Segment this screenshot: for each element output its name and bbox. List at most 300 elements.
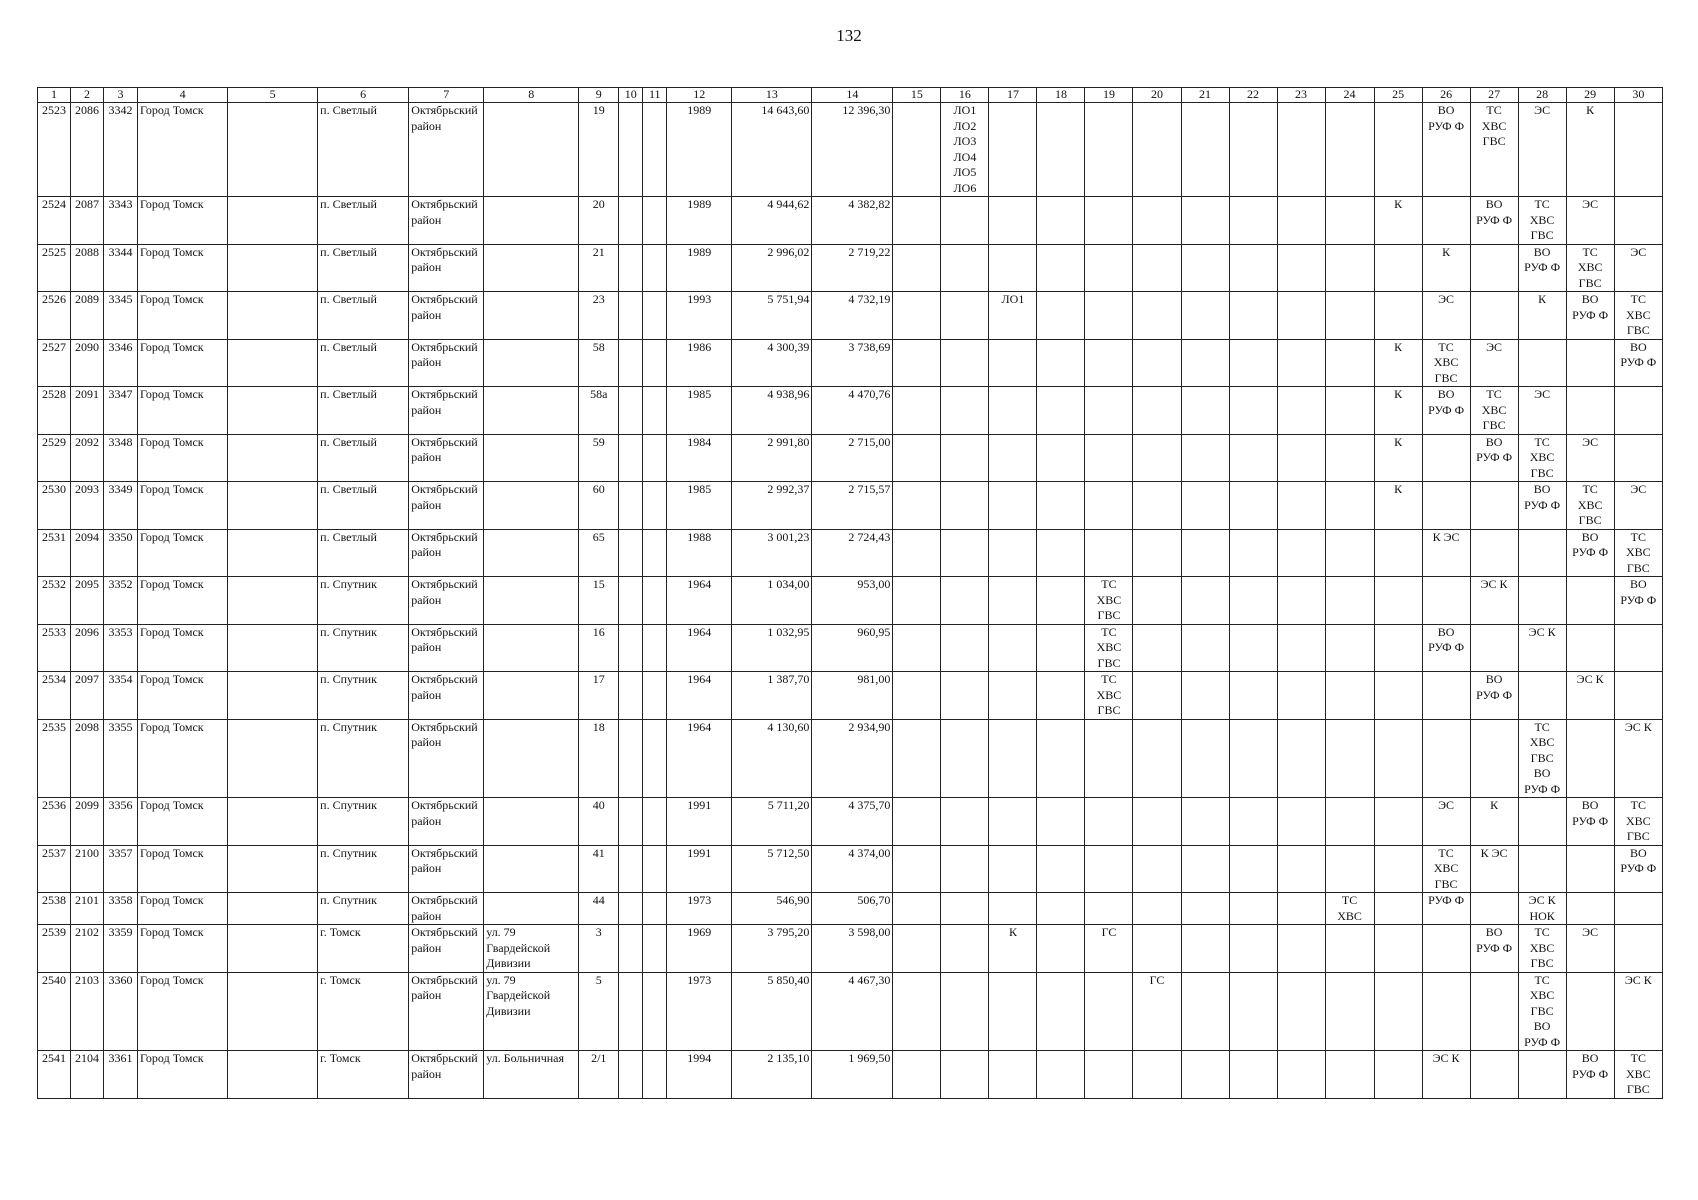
cell-col-11: [643, 339, 667, 387]
cell-col-26: ВО РУФ Ф: [1422, 103, 1470, 197]
cell-col-24: [1325, 719, 1374, 798]
cell-col-16: [941, 798, 989, 846]
cell-col-16: [941, 972, 989, 1051]
cell-col-7: Октябрьский район: [409, 845, 484, 893]
cell-col-26: К: [1422, 244, 1470, 292]
cell-col-25: [1374, 292, 1422, 340]
cell-col-15: [893, 972, 941, 1051]
table-row: [38, 925, 1663, 973]
table-row: [38, 197, 1663, 245]
cell-col-13: 4 300,39: [732, 339, 812, 387]
cell-col-1: 2541: [38, 1051, 71, 1099]
cell-col-16: [941, 197, 989, 245]
cell-col-21: [1181, 292, 1229, 340]
cell-col-18: [1037, 845, 1085, 893]
cell-col-7: Октябрьский район: [409, 577, 484, 625]
cell-col-22: [1229, 197, 1277, 245]
cell-col-12: 1986: [667, 339, 732, 387]
cell-col-19: [1085, 798, 1133, 846]
cell-col-1: 2526: [38, 292, 71, 340]
cell-col-29: ТС ХВС ГВС: [1566, 244, 1614, 292]
cell-col-7: Октябрьский район: [409, 103, 484, 197]
cell-col-12: 1994: [667, 1051, 732, 1099]
cell-col-6: г. Томск: [318, 1051, 409, 1099]
cell-col-14: 2 715,57: [812, 482, 893, 530]
cell-col-15: [893, 529, 941, 577]
cell-col-8: [484, 244, 579, 292]
table-row: [38, 244, 1663, 292]
cell-col-12: 1973: [667, 893, 732, 925]
cell-col-5: [228, 434, 318, 482]
cell-col-27: [1470, 624, 1518, 672]
cell-col-3: 3346: [104, 339, 138, 387]
cell-col-14: 4 467,30: [812, 972, 893, 1051]
cell-col-7: Октябрьский район: [409, 893, 484, 925]
cell-col-21: [1181, 244, 1229, 292]
cell-col-25: [1374, 1051, 1422, 1099]
cell-col-14: 12 396,30: [812, 103, 893, 197]
column-header-3: 3: [104, 88, 138, 103]
cell-col-22: [1229, 339, 1277, 387]
cell-col-1: 2534: [38, 672, 71, 720]
cell-col-16: [941, 482, 989, 530]
cell-col-8: [484, 719, 579, 798]
cell-col-18: [1037, 244, 1085, 292]
cell-col-21: [1181, 339, 1229, 387]
cell-col-15: [893, 197, 941, 245]
cell-col-1: 2527: [38, 339, 71, 387]
cell-col-5: [228, 292, 318, 340]
cell-col-25: К: [1374, 387, 1422, 435]
cell-col-17: [989, 482, 1037, 530]
cell-col-29: ЭС К: [1566, 672, 1614, 720]
cell-col-19: ТС ХВС ГВС: [1085, 624, 1133, 672]
cell-col-2: 2104: [71, 1051, 104, 1099]
cell-col-29: [1566, 339, 1614, 387]
cell-col-20: [1133, 798, 1181, 846]
cell-col-21: [1181, 893, 1229, 925]
page-number: 132: [836, 26, 862, 45]
cell-col-17: [989, 1051, 1037, 1099]
cell-col-29: ВО РУФ Ф: [1566, 529, 1614, 577]
cell-col-8: [484, 529, 579, 577]
cell-col-24: [1325, 292, 1374, 340]
cell-col-3: 3352: [104, 577, 138, 625]
cell-col-11: [643, 482, 667, 530]
cell-col-17: [989, 719, 1037, 798]
table-row: [38, 972, 1663, 1051]
cell-col-19: [1085, 103, 1133, 197]
cell-col-14: 2 934,90: [812, 719, 893, 798]
cell-col-16: [941, 925, 989, 973]
cell-col-25: [1374, 672, 1422, 720]
cell-col-6: п. Светлый: [318, 103, 409, 197]
cell-col-9: 40: [579, 798, 619, 846]
cell-col-24: [1325, 624, 1374, 672]
column-header-21: 21: [1181, 88, 1229, 103]
cell-col-28: [1518, 845, 1566, 893]
cell-col-5: [228, 798, 318, 846]
cell-col-4: Город Томск: [138, 482, 228, 530]
cell-col-20: [1133, 845, 1181, 893]
cell-col-13: 2 996,02: [732, 244, 812, 292]
cell-col-6: п. Светлый: [318, 292, 409, 340]
cell-col-4: Город Томск: [138, 434, 228, 482]
cell-col-6: п. Светлый: [318, 339, 409, 387]
cell-col-2: 2100: [71, 845, 104, 893]
cell-col-18: [1037, 577, 1085, 625]
table-row: [38, 845, 1663, 893]
cell-col-4: Город Томск: [138, 529, 228, 577]
cell-col-19: ГС: [1085, 925, 1133, 973]
cell-col-21: [1181, 434, 1229, 482]
cell-col-28: [1518, 672, 1566, 720]
cell-col-24: [1325, 434, 1374, 482]
cell-col-10: [619, 577, 643, 625]
cell-col-26: [1422, 719, 1470, 798]
cell-col-11: [643, 672, 667, 720]
cell-col-19: [1085, 482, 1133, 530]
cell-col-16: [941, 244, 989, 292]
cell-col-21: [1181, 719, 1229, 798]
cell-col-8: [484, 893, 579, 925]
cell-col-22: [1229, 672, 1277, 720]
column-header-4: 4: [138, 88, 228, 103]
cell-col-9: 44: [579, 893, 619, 925]
cell-col-21: [1181, 672, 1229, 720]
column-header-1: 1: [38, 88, 71, 103]
cell-col-26: [1422, 925, 1470, 973]
cell-col-7: Октябрьский район: [409, 529, 484, 577]
cell-col-19: [1085, 292, 1133, 340]
cell-col-4: Город Томск: [138, 845, 228, 893]
cell-col-28: ВО РУФ Ф: [1518, 244, 1566, 292]
cell-col-20: ГС: [1133, 972, 1181, 1051]
cell-col-12: 1989: [667, 103, 732, 197]
cell-col-28: ЭС К: [1518, 624, 1566, 672]
cell-col-6: п. Светлый: [318, 434, 409, 482]
cell-col-17: [989, 434, 1037, 482]
cell-col-5: [228, 577, 318, 625]
cell-col-13: 4 130,60: [732, 719, 812, 798]
cell-col-22: [1229, 719, 1277, 798]
column-header-14: 14: [812, 88, 893, 103]
cell-col-22: [1229, 244, 1277, 292]
cell-col-19: [1085, 893, 1133, 925]
cell-col-23: [1277, 387, 1325, 435]
cell-col-28: [1518, 577, 1566, 625]
cell-col-12: 1991: [667, 845, 732, 893]
cell-col-2: 2095: [71, 577, 104, 625]
cell-col-10: [619, 798, 643, 846]
cell-col-17: [989, 244, 1037, 292]
cell-col-23: [1277, 244, 1325, 292]
cell-col-28: ВО РУФ Ф: [1518, 482, 1566, 530]
cell-col-28: К: [1518, 292, 1566, 340]
table-row: [38, 292, 1663, 340]
cell-col-10: [619, 197, 643, 245]
column-header-19: 19: [1085, 88, 1133, 103]
cell-col-13: 3 001,23: [732, 529, 812, 577]
cell-col-25: [1374, 845, 1422, 893]
cell-col-13: 1 387,70: [732, 672, 812, 720]
cell-col-13: 5 751,94: [732, 292, 812, 340]
cell-col-8: ул. 79 Гвардейской Дивизии: [484, 972, 579, 1051]
cell-col-27: ВО РУФ Ф: [1470, 925, 1518, 973]
cell-col-10: [619, 1051, 643, 1099]
cell-col-30: ТС ХВС ГВС: [1614, 798, 1662, 846]
cell-col-27: [1470, 482, 1518, 530]
cell-col-5: [228, 482, 318, 530]
cell-col-25: К: [1374, 482, 1422, 530]
cell-col-23: [1277, 339, 1325, 387]
cell-col-3: 3357: [104, 845, 138, 893]
cell-col-23: [1277, 529, 1325, 577]
cell-col-18: [1037, 624, 1085, 672]
cell-col-11: [643, 434, 667, 482]
cell-col-2: 2086: [71, 103, 104, 197]
cell-col-27: ЭС: [1470, 339, 1518, 387]
cell-col-9: 59: [579, 434, 619, 482]
cell-col-13: 2 992,37: [732, 482, 812, 530]
column-header-16: 16: [941, 88, 989, 103]
cell-col-13: 1 034,00: [732, 577, 812, 625]
cell-col-17: [989, 103, 1037, 197]
column-header-29: 29: [1566, 88, 1614, 103]
cell-col-15: [893, 798, 941, 846]
cell-col-18: [1037, 482, 1085, 530]
cell-col-28: ЭС: [1518, 103, 1566, 197]
cell-col-30: ВО РУФ Ф: [1614, 577, 1662, 625]
cell-col-19: [1085, 197, 1133, 245]
cell-col-24: [1325, 529, 1374, 577]
cell-col-21: [1181, 482, 1229, 530]
cell-col-20: [1133, 672, 1181, 720]
cell-col-16: [941, 339, 989, 387]
cell-col-13: 4 938,96: [732, 387, 812, 435]
cell-col-3: 3350: [104, 529, 138, 577]
cell-col-23: [1277, 972, 1325, 1051]
cell-col-30: [1614, 624, 1662, 672]
cell-col-4: Город Томск: [138, 339, 228, 387]
cell-col-13: 4 944,62: [732, 197, 812, 245]
cell-col-28: ТС ХВС ГВС: [1518, 197, 1566, 245]
cell-col-26: РУФ Ф: [1422, 893, 1470, 925]
cell-col-18: [1037, 893, 1085, 925]
cell-col-18: [1037, 339, 1085, 387]
cell-col-2: 2090: [71, 339, 104, 387]
cell-col-16: [941, 434, 989, 482]
cell-col-29: [1566, 893, 1614, 925]
cell-col-23: [1277, 719, 1325, 798]
cell-col-21: [1181, 197, 1229, 245]
cell-col-3: 3347: [104, 387, 138, 435]
cell-col-5: [228, 529, 318, 577]
cell-col-12: 1991: [667, 798, 732, 846]
cell-col-19: [1085, 719, 1133, 798]
cell-col-30: [1614, 387, 1662, 435]
cell-col-29: [1566, 624, 1614, 672]
table-row: [38, 893, 1663, 925]
cell-col-24: [1325, 845, 1374, 893]
cell-col-26: ТС ХВС ГВС: [1422, 339, 1470, 387]
cell-col-26: ВО РУФ Ф: [1422, 624, 1470, 672]
cell-col-30: [1614, 434, 1662, 482]
cell-col-7: Октябрьский район: [409, 482, 484, 530]
cell-col-3: 3348: [104, 434, 138, 482]
cell-col-20: [1133, 893, 1181, 925]
cell-col-15: [893, 387, 941, 435]
cell-col-27: ТС ХВС ГВС: [1470, 103, 1518, 197]
cell-col-16: [941, 387, 989, 435]
cell-col-7: Октябрьский район: [409, 197, 484, 245]
cell-col-27: ВО РУФ Ф: [1470, 672, 1518, 720]
cell-col-14: 4 374,00: [812, 845, 893, 893]
cell-col-16: [941, 672, 989, 720]
cell-col-26: ЭС: [1422, 292, 1470, 340]
cell-col-22: [1229, 972, 1277, 1051]
cell-col-25: [1374, 893, 1422, 925]
cell-col-15: [893, 672, 941, 720]
column-header-10: 10: [619, 88, 643, 103]
cell-col-4: Город Томск: [138, 292, 228, 340]
cell-col-8: [484, 197, 579, 245]
cell-col-2: 2091: [71, 387, 104, 435]
cell-col-16: [941, 893, 989, 925]
cell-col-10: [619, 292, 643, 340]
cell-col-26: ЭС К: [1422, 1051, 1470, 1099]
cell-col-4: Город Томск: [138, 972, 228, 1051]
cell-col-15: [893, 434, 941, 482]
table-row: [38, 529, 1663, 577]
cell-col-5: [228, 972, 318, 1051]
cell-col-10: [619, 972, 643, 1051]
cell-col-20: [1133, 482, 1181, 530]
cell-col-16: ЛО1 ЛО2 ЛО3 ЛО4 ЛО5 ЛО6: [941, 103, 989, 197]
cell-col-4: Город Томск: [138, 103, 228, 197]
cell-col-5: [228, 1051, 318, 1099]
cell-col-29: [1566, 972, 1614, 1051]
cell-col-10: [619, 672, 643, 720]
cell-col-26: ВО РУФ Ф: [1422, 387, 1470, 435]
cell-col-24: [1325, 972, 1374, 1051]
cell-col-20: [1133, 1051, 1181, 1099]
cell-col-14: 1 969,50: [812, 1051, 893, 1099]
cell-col-23: [1277, 893, 1325, 925]
cell-col-19: [1085, 1051, 1133, 1099]
cell-col-2: 2099: [71, 798, 104, 846]
cell-col-10: [619, 103, 643, 197]
cell-col-1: 2539: [38, 925, 71, 973]
cell-col-27: [1470, 893, 1518, 925]
cell-col-10: [619, 387, 643, 435]
cell-col-6: п. Светлый: [318, 482, 409, 530]
cell-col-2: 2102: [71, 925, 104, 973]
cell-col-12: 1964: [667, 672, 732, 720]
table-row: [38, 434, 1663, 482]
cell-col-11: [643, 244, 667, 292]
column-header-12: 12: [667, 88, 732, 103]
cell-col-7: Октябрьский район: [409, 339, 484, 387]
cell-col-28: ЭС: [1518, 387, 1566, 435]
cell-col-20: [1133, 577, 1181, 625]
cell-col-4: Город Томск: [138, 577, 228, 625]
cell-col-6: г. Томск: [318, 925, 409, 973]
cell-col-30: ТС ХВС ГВС: [1614, 529, 1662, 577]
cell-col-1: 2533: [38, 624, 71, 672]
cell-col-29: [1566, 387, 1614, 435]
cell-col-17: [989, 339, 1037, 387]
cell-col-23: [1277, 1051, 1325, 1099]
cell-col-13: 5 850,40: [732, 972, 812, 1051]
cell-col-24: [1325, 925, 1374, 973]
cell-col-29: [1566, 577, 1614, 625]
cell-col-15: [893, 103, 941, 197]
cell-col-18: [1037, 925, 1085, 973]
cell-col-5: [228, 925, 318, 973]
column-header-30: 30: [1614, 88, 1662, 103]
column-header-17: 17: [989, 88, 1037, 103]
cell-col-9: 19: [579, 103, 619, 197]
cell-col-21: [1181, 577, 1229, 625]
cell-col-27: ЭС К: [1470, 577, 1518, 625]
cell-col-4: Город Томск: [138, 798, 228, 846]
cell-col-26: [1422, 672, 1470, 720]
cell-col-11: [643, 292, 667, 340]
cell-col-1: 2524: [38, 197, 71, 245]
cell-col-1: 2523: [38, 103, 71, 197]
cell-col-11: [643, 1051, 667, 1099]
cell-col-9: 2/1: [579, 1051, 619, 1099]
cell-col-26: [1422, 577, 1470, 625]
cell-col-10: [619, 434, 643, 482]
cell-col-2: 2093: [71, 482, 104, 530]
column-header-8: 8: [484, 88, 579, 103]
cell-col-1: 2536: [38, 798, 71, 846]
cell-col-29: [1566, 845, 1614, 893]
cell-col-6: п. Спутник: [318, 845, 409, 893]
cell-col-28: ТС ХВС ГВС ВО РУФ Ф: [1518, 972, 1566, 1051]
cell-col-25: [1374, 103, 1422, 197]
cell-col-17: [989, 529, 1037, 577]
cell-col-9: 20: [579, 197, 619, 245]
cell-col-6: п. Светлый: [318, 387, 409, 435]
cell-col-1: 2532: [38, 577, 71, 625]
table-row: [38, 339, 1663, 387]
column-header-23: 23: [1277, 88, 1325, 103]
cell-col-23: [1277, 292, 1325, 340]
column-header-24: 24: [1325, 88, 1374, 103]
cell-col-17: [989, 672, 1037, 720]
cell-col-15: [893, 893, 941, 925]
cell-col-19: ТС ХВС ГВС: [1085, 577, 1133, 625]
cell-col-28: ЭС К НОК: [1518, 893, 1566, 925]
cell-col-15: [893, 482, 941, 530]
cell-col-25: [1374, 719, 1422, 798]
cell-col-21: [1181, 972, 1229, 1051]
cell-col-9: 16: [579, 624, 619, 672]
cell-col-27: К: [1470, 798, 1518, 846]
cell-col-23: [1277, 434, 1325, 482]
cell-col-3: 3349: [104, 482, 138, 530]
cell-col-22: [1229, 292, 1277, 340]
cell-col-17: [989, 845, 1037, 893]
table-row: [38, 719, 1663, 798]
cell-col-15: [893, 292, 941, 340]
cell-col-30: ВО РУФ Ф: [1614, 339, 1662, 387]
cell-col-11: [643, 845, 667, 893]
cell-col-27: [1470, 1051, 1518, 1099]
